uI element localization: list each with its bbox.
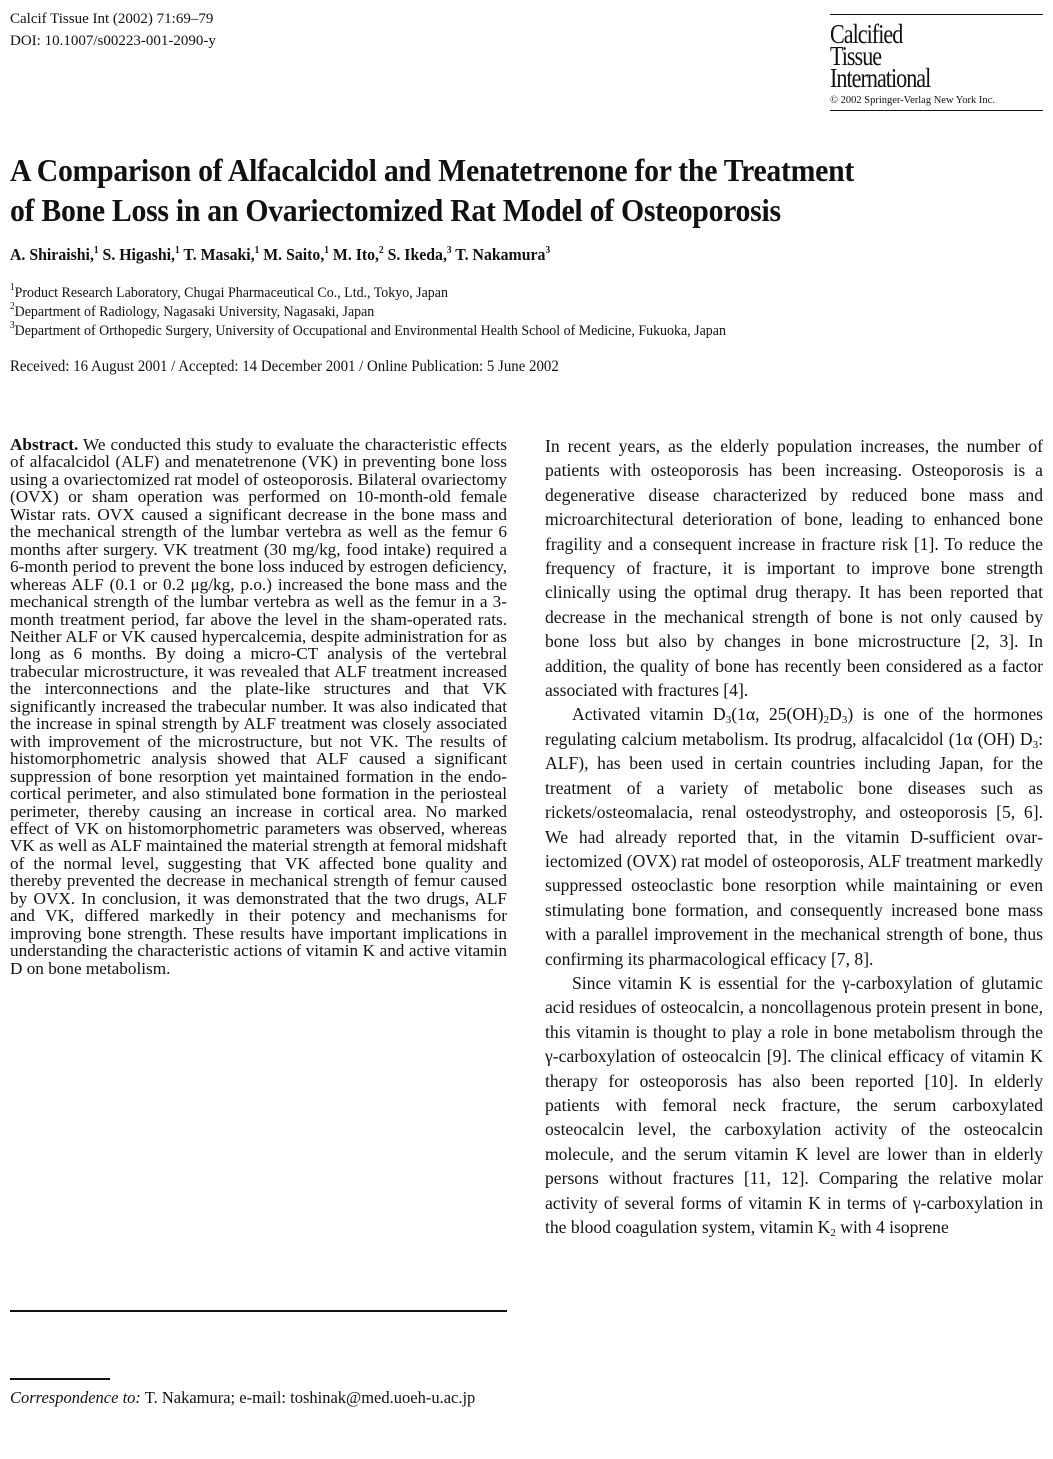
- abstract-label: Abstract.: [10, 435, 79, 454]
- doi-line: DOI: 10.1007/s00223-001-2090-y: [10, 33, 216, 49]
- journal-name-line3: International: [830, 63, 931, 93]
- publication-dates: Received: 16 August 2001 / Accepted: 14 December 2001 / Online Publication: 5 June 2002: [10, 358, 559, 375]
- abstract-text: We conducted this study to evaluate the characteristic effects of alfacalcidol (ALF) and menatetrenone (VK) in preventing bone loss using a ovariectomized rat model of osteoporosis. Bilateral ovariectomy (OVX) or sham operation was performed on 10-month-old female Wistar rats. OVX caused a significant decrease in the bone mass and the mechanical strength of the lumbar vertebra as well as the femur 6 months after surgery. VK treatment (30 mg/kg, food intake) required a 6-month period to prevent the bone loss induced by estrogen deficiency, whereas ALF (0.1 or 0.2 μg/kg, p.o.) increased the bone mass and the mechanical strength of the lumbar vertebra as well as the femur in a 3-month treatment period, far above the level in the sham-operated rats. Neither ALF or VK caused hypercalcemia, despite administration for as long as 6 months. By doing a micro-CT analysis of the vertebral trabecular microstructure, it was revealed that ALF treatment increased the interconnections and the plate-like structures and that VK significantly increased the trabecular number. It was also indicated that the increase in spinal strength by ALF treatment was closely associated with improvement of the microstructure, but not VK. The results of histomorphometric analysis showed that ALF caused a significant suppression of bone resorption yet maintained formation in the endocortical perimeter, and also stimulated bone formation in the periosteal perimeter, thereby causing an increase in cortical area. No marked effect of VK on histomorphometric parameters was observed, whereas VK as well as ALF maintained the material strength at femoral midshaft of the normal level, suggesting that VK affected bone quality and thereby prevented the decrease in mechanical strength of femur caused by OVX. In conclusion, it was demonstrated that the two drugs, ALF and VK, differed markedly in their potency and mechanisms for improving bone strength. These results have important implications in understanding the characteristic actions of vitamin K and active vitamin D on bone metabolism.: [10, 435, 507, 978]
- author: S. Higashi,$^1$: [102, 245, 180, 264]
- citation-line: Calcif Tissue Int (2002) 71:69–79: [10, 11, 214, 27]
- abstract-divider: [10, 1310, 507, 1312]
- author: M. Ito,$^2$: [332, 245, 384, 264]
- journal-citation-block: [10, 8, 216, 52]
- article-title: [10, 150, 968, 230]
- affiliation: $^2$Department of Radiology, Nagasaki University, Nagasaki, Japan: [10, 301, 375, 320]
- title-line-1: A Comparison of Alfacalcidol and Menatetrenone for the Treatment: [10, 152, 855, 188]
- title-line-2: of Bone Loss in an Ovariectomized Rat Model of Osteoporosis: [10, 192, 781, 228]
- introduction-body: [545, 434, 1043, 1239]
- correspondence-text: T. Nakamura; e-mail: toshinak@med.uoeh-u.ac.jp: [140, 1388, 476, 1407]
- journal-name-line1: Calcified: [830, 19, 903, 49]
- abstract: [10, 436, 507, 977]
- author: A. Shiraishi,$^1$: [10, 245, 99, 264]
- author: S. Ikeda,$^3$: [387, 245, 452, 264]
- copyright-notice: © 2002 Springer-Verlag New York Inc.: [830, 95, 995, 106]
- author: M. Saito,$^1$: [263, 245, 329, 264]
- journal-name-line2: Tissue: [830, 41, 882, 71]
- journal-name: [830, 19, 1005, 93]
- footnote-divider: [10, 1378, 110, 1380]
- affiliation-list: [10, 284, 726, 341]
- intro-paragraph-3: Since vitamin K is essential for the γ-carboxylation of glutamic acid residues of osteocalcin, a noncollagenous protein present in bone, this vitamin is thought to play a role in bone metabolism through the γ-carboxylation of osteocalcin [9]. The clinical efficacy of vitamin K therapy for osteoporosis has also been reported [10]. In elderly patients with femoral neck fracture, the serum carboxylated osteocalcin level, the carboxylation activity of the osteocalcin molecule, and the serum vitamin K level are lower than in elderly persons without fractures [11, 12]. Comparing the relative molar activity of several forms of vitamin K in terms of γ-carboxylation in the blood coagulation system, vitamin $K_2$ with 4 isoprene: [545, 972, 1043, 1239]
- affiliation: $^1$Product Research Laboratory, Chugai Pharmaceutical Co., Ltd., Tokyo, Japan: [10, 282, 448, 301]
- author-list: [10, 245, 550, 265]
- affiliation: $^3$Department of Orthopedic Surgery, University of Occupational and Environmental Health School of Medicine, Fukuoka, Japan: [10, 320, 726, 339]
- intro-paragraph-1: In recent years, as the elderly population increases, the number of patients with osteoporosis has been increasing. Osteoporosis is a degenerative disease characterized by reduced bone mass and microarchitectural deterioration of bone, leading to enhanced bone fragility and a consequent increase in fracture risk [1]. To reduce the frequency of fracture, it is important to improve bone strength clinically using the optimal drug therapy. It has been reported that decrease in the mechanical strength of bone is not only caused by bone loss but also by changes in bone microstructure [2, 3]. In addition, the quality of bone has recently been considered as a factor associated with fractures [4].: [545, 436, 1043, 701]
- correspondence-label: Correspondence to:: [10, 1388, 141, 1407]
- correspondence-footnote: [10, 1389, 507, 1407]
- journal-logo: [830, 14, 1043, 111]
- author: T. Masaki,$^1$: [183, 245, 260, 264]
- author: T. Nakamura$^3$: [455, 245, 551, 264]
- intro-paragraph-2: Activated vitamin $D_3(1\alpha$, $25(OH)_2D_3$) is one of the hormones regulating calcium metabolism. Its prodrug, alfacalcidol (1α (OH) $D_3$: ALF), has been used in certain countries including Japan, for the treatment of a variety of metabolic bone diseases such as rickets/osteomalacia, renal osteodystrophy, and osteoporosis [5, 6]. We had already reported that, in the vitamin D-sufficient ovariectomized (OVX) rat model of osteoporosis, ALF treatment markedly suppressed osteoclastic bone resorption while maintaining or even stimulating bone formation, and consequently increased bone mass with a parallel improvement in the mechanical strength of bone, thus confirming its pharmacological efficacy [7, 8].: [545, 704, 1043, 969]
- logo-bottom-rule: [830, 110, 1043, 111]
- logo-top-rule: [830, 14, 1043, 15]
